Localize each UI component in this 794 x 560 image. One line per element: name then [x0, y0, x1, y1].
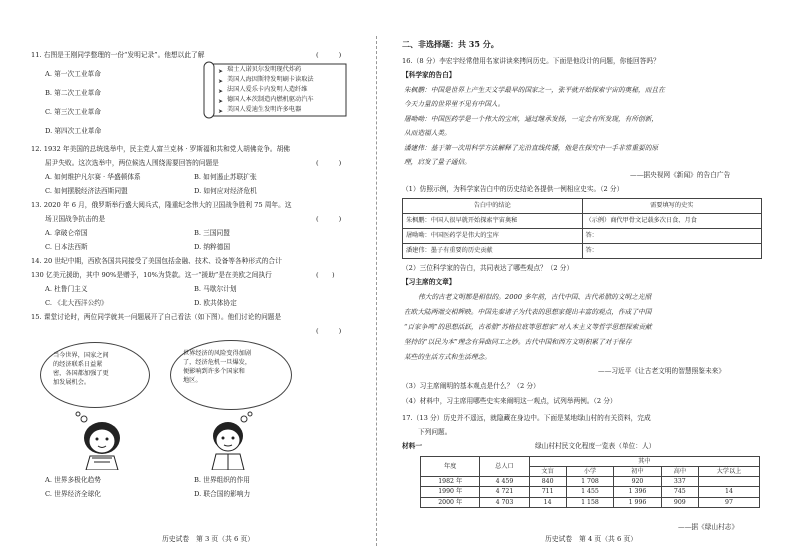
left-page-footer: 历史试卷 第 3 页（共 6 页） [162, 535, 255, 543]
bubble-line: 便影响到许多个国家和 [183, 367, 245, 375]
speech-bubble-right [170, 340, 292, 410]
q16-heading-article: 【习主席的文章】 [402, 278, 456, 286]
q12-option-c[interactable]: C. 如何摆脱经济法西斯同盟 [45, 187, 128, 195]
q12-option-d[interactable]: D. 如何应对经济危机 [194, 187, 257, 195]
essay-line: “百家争鸣”的思想活跃，古希腊“苏格拉底等思想家”对人本主义等哲学思想探索贡献 [404, 323, 652, 331]
section-title: 二、非选择题：共 35 分。 [402, 39, 499, 49]
table-cell: 14 [698, 487, 759, 497]
table-cell: 1 396 [614, 487, 662, 497]
table-cell: 4 703 [480, 497, 529, 507]
record-item: 美国人海因斯特发明刷卡读取法 [227, 76, 314, 83]
column-header: 高中 [661, 467, 698, 477]
q12-stem-line2: 屈尹失败。这次选举中，两位候选人围绕需要回答的问题是 [45, 159, 219, 167]
record-item: 德国人本茨制造内燃机驱动汽车 [227, 96, 314, 103]
column-header: 小学 [566, 467, 614, 477]
table-row [421, 477, 760, 487]
girl-student-illustration [60, 410, 140, 470]
table-cell: 2000 年 [421, 497, 480, 507]
svg-text:➤: ➤ [218, 68, 224, 75]
table-cell [698, 477, 759, 487]
q16-sub1: （1）仿照示例，为科学家告白中的历史结论各提供一例相应史实。（2 分） [402, 185, 624, 193]
q16-quote: 从而造福人类。 [404, 129, 451, 137]
table-cell: 14 [529, 497, 566, 507]
q17-stem-line1: 17.（13 分）历史并不遥远，就隐藏在身边中。下面是某地绿山村的有关资料，完成 [402, 414, 651, 422]
q16-sub3: （3）习主席阐明的基本观点是什么？（2 分） [402, 382, 540, 390]
q15-stem: 15. 课堂讨论时，两位同学就其一问题展开了自己看法（如下图）。他们讨论的问题是 [31, 313, 282, 321]
q16-quote: 今天力量的世界里不见有中国人。 [404, 100, 505, 108]
q16-quote: 潘建伟：基于第一次用科学方法解释了光沿直线传播，他是在探究中一手非常重要的原 [404, 144, 659, 152]
q17-table-caption: 绿山村村民文化程度一览表（单位：人） [535, 442, 656, 450]
table-cell: 711 [529, 487, 566, 497]
q16-answer-table [402, 198, 762, 259]
table-cell: 4 721 [480, 487, 529, 497]
table-row [403, 229, 762, 244]
q15-option-b[interactable]: B. 世界组织的作用 [194, 476, 250, 484]
q12-option-a[interactable]: A. 如何维护凡尔赛 · 华盛顿体系 [45, 173, 141, 181]
table-cell: 屠呦呦：中国医药学是伟大的宝库 [403, 229, 583, 244]
q13-paren: ( ) [316, 215, 342, 223]
bubble-line: 的经济联系日益紧 [53, 360, 103, 368]
svg-text:➤: ➤ [218, 98, 224, 105]
bubble-line: 加发展机会。 [53, 378, 91, 386]
bubble-line: 密，各国都加强了更 [53, 369, 109, 377]
q16-quote: 屠呦呦：中国医药学是一个伟大的宝库，通过继承发扬，一定会有所发现，有所创新， [404, 115, 659, 123]
table-cell: 1990 年 [421, 487, 480, 497]
table-cell: 1 996 [614, 497, 662, 507]
column-header: 年度 [421, 457, 480, 477]
q16-quote: 理，启发了量子通信。 [404, 158, 471, 166]
essay-source: ——习近平《让古老文明的智慧照鉴未来》 [598, 367, 726, 375]
q13-option-b[interactable]: B. 三国同盟 [194, 229, 230, 237]
q16-sub4: （4）材料中，习主席用哪些史实来阐明这一观点，试列举两例。（2 分） [402, 397, 617, 405]
q14-option-d[interactable]: D. 欧共体协定 [194, 299, 237, 307]
record-item: 法国人爱乐卡内发明人造纤维 [227, 86, 308, 93]
q11-option-d[interactable]: D. 第四次工业革命 [45, 127, 102, 135]
table-cell: 朱枫鹏：中国人很早就开始探索宇宙奥秘 [403, 214, 583, 229]
bubble-line: 地区。 [183, 376, 202, 384]
essay-line: 伟大的古老文明都是相似的。2000 多年前，古代中国、古代希腊的文明之光照 [418, 293, 652, 301]
table-row [403, 244, 762, 259]
speech-bubble-left [40, 342, 150, 408]
table-cell: 337 [661, 477, 698, 487]
table-cell: 潘建伟：墨子有重要的历史贡献 [403, 244, 583, 259]
table-cell: 1 455 [566, 487, 614, 497]
column-header: 初中 [614, 467, 662, 477]
table-cell: 1982 年 [421, 477, 480, 487]
q14-option-b[interactable]: B. 马歇尔计划 [194, 285, 237, 293]
table-row [421, 497, 760, 507]
table-cell: 840 [529, 477, 566, 487]
q12-paren: ( ) [316, 159, 342, 167]
q16-quote: 朱枫鹏：中国是世界上产生天文学最早的国家之一，张平就开始探索宇宙的奥秘，而且在 [404, 86, 665, 94]
q16-heading-scientists: 【科学家的告白】 [402, 71, 456, 79]
q11-paren: ( ) [316, 51, 342, 59]
q15-option-a[interactable]: A. 世界多极化趋势 [45, 476, 101, 484]
column-group-header: 其中 [529, 457, 760, 467]
column-header: 文盲 [529, 467, 566, 477]
q14-paren: ( ) [316, 271, 335, 279]
boy-student-illustration [190, 410, 270, 470]
table-row [403, 214, 762, 229]
q15-option-c[interactable]: C. 世界经济全球化 [45, 490, 101, 498]
record-item: 瑞士人诺贝尔发明现代炸药 [227, 66, 302, 73]
table-header-cell: 告白中的结论 [403, 199, 583, 214]
q16-source: ——据央视网《新闻》的告白广告 [630, 171, 731, 179]
svg-text:➤: ➤ [218, 108, 224, 115]
bubble-line: 世界经济的风险变得加剧 [183, 350, 252, 357]
essay-line: 在欧大陆两端交相辉映。中国先秦诸子为代表的思想家提出丰富的观点，作成了中国 [404, 308, 652, 316]
table-cell: 1 158 [566, 497, 614, 507]
table-cell: 97 [698, 497, 759, 507]
bubble-line: 了，经济危机一旦爆发， [183, 358, 252, 366]
column-header: 总人口 [480, 457, 529, 477]
q13-stem-line2: 场卫国战争抗击的是 [45, 215, 106, 223]
right-page-footer: 历史试卷 第 4 页（共 6 页） [545, 535, 638, 543]
answer-cell[interactable]: 答： [582, 229, 762, 244]
q17-material-label: 材料一 [402, 442, 423, 450]
svg-text:➤: ➤ [218, 78, 224, 85]
q14-stem-line2: 130 亿美元援助，其中 90%是赠予，10%为贷款。这一“援助”是在美欧之间执行 [31, 271, 272, 279]
essay-line: 某些的生活方式和生活理念。 [404, 353, 491, 361]
table-cell: 920 [614, 477, 662, 487]
q14-stem-line1: 14. 20 世纪中期，西欧各国共同接受了美国包括金融、技术、设备等各种形式的合计 [31, 257, 282, 265]
q17-stem-line2: 下列问题。 [418, 428, 452, 436]
q16-stem: 16.（8 分）李宏宇经常借用名家讲读来拷问历史。下面是他设计的问题，你能回答吗？ [402, 57, 660, 65]
q11-option-b[interactable]: B. 第二次工业革命 [45, 89, 101, 97]
q17-source: ——据《绿山村志》 [678, 523, 739, 531]
q14-option-a[interactable]: A. 杜鲁门主义 [45, 285, 88, 293]
page-divider [376, 36, 377, 546]
record-item: 美国人爱迪生发明许多电器 [227, 106, 302, 113]
q11-stem: 11. 右图是王刚同学整理的一份“发明记录”。他想以此了解 [31, 51, 205, 59]
q13-option-c[interactable]: C. 日本法西斯 [45, 243, 88, 251]
literacy-table [420, 456, 760, 508]
column-header: 大学以上 [698, 467, 759, 477]
table-cell: 909 [661, 497, 698, 507]
table-cell: 1 708 [566, 477, 614, 487]
q12-option-b[interactable]: B. 如何遏止苏联扩张 [194, 173, 257, 181]
q13-option-a[interactable]: A. 拿破仑帝国 [45, 229, 88, 237]
q13-stem-line1: 13. 2020 年 6 月，俄罗斯举行盛大阅兵式，隆重纪念伟大的卫国战争胜利 75 周年。这 [31, 201, 292, 209]
answer-cell[interactable]: 答： [582, 244, 762, 259]
table-header-cell: 需要填写的史实 [582, 199, 762, 214]
bubble-line: 当今世界，国家之间 [53, 352, 109, 359]
q11-option-c[interactable]: C. 第三次工业革命 [45, 108, 101, 116]
table-row [421, 487, 760, 497]
table-cell: 745 [661, 487, 698, 497]
q12-stem-line1: 12. 1932 年美国的总统选举中，民主党人富兰克林 · 罗斯福和共和党人胡佛竞争。胡佛 [31, 145, 290, 153]
q15-paren: ( ) [316, 327, 342, 335]
q16-sub2: （2）三位科学家的告白，共同表达了哪些观点？（2 分） [402, 264, 574, 272]
essay-line: 坚持的“以民为本”理念有异曲同工之妙。古代中国和西方文明积累了对于保存 [404, 338, 632, 346]
q14-option-c[interactable]: C. 《北大西洋公约》 [45, 299, 108, 307]
table-header-row [403, 199, 762, 214]
svg-text:➤: ➤ [218, 88, 224, 95]
q13-option-d[interactable]: D. 纳粹德国 [194, 243, 231, 251]
table-cell: 4 459 [480, 477, 529, 487]
table-cell: （示例）商代甲骨文记载多次日食、月食 [582, 214, 762, 229]
q11-option-a[interactable]: A. 第一次工业革命 [45, 70, 101, 78]
q15-option-d[interactable]: D. 联合国的影响力 [194, 490, 251, 498]
